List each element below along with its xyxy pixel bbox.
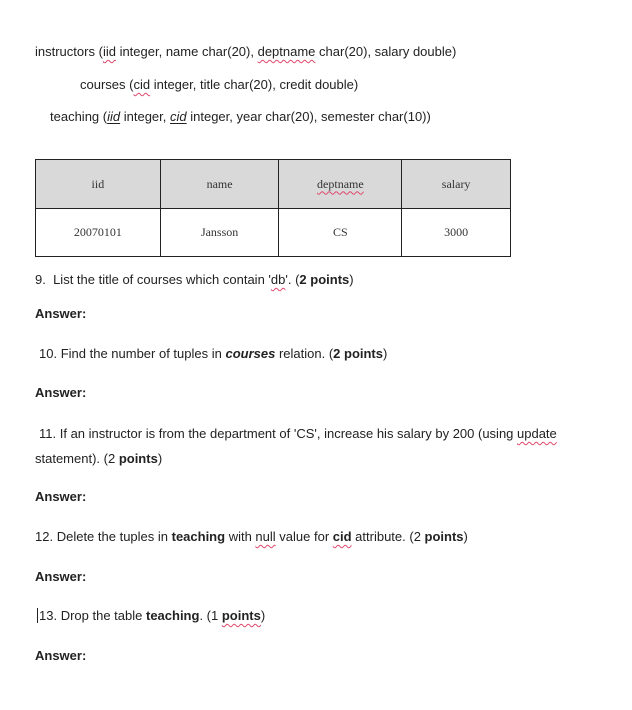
answer-label: Answer: bbox=[35, 306, 87, 321]
attr-iid: iid bbox=[107, 109, 121, 124]
attr-deptname: deptname bbox=[257, 44, 316, 59]
relation-teaching: teaching bbox=[171, 529, 226, 544]
question-number: 9. bbox=[35, 272, 46, 287]
cell-name: Jansson bbox=[160, 209, 279, 257]
instructors-table bbox=[35, 159, 511, 257]
table-header-row bbox=[36, 160, 511, 209]
question-number: 11. bbox=[39, 426, 57, 441]
paren: ( bbox=[98, 44, 103, 59]
table-row bbox=[36, 209, 511, 257]
question-11-cont bbox=[35, 450, 162, 468]
relation-name: courses bbox=[80, 77, 126, 92]
keyword-db: db bbox=[270, 272, 286, 287]
paren: ) bbox=[463, 529, 468, 544]
paren: ) bbox=[157, 451, 163, 466]
question-text: relation. ( bbox=[275, 346, 334, 361]
question-text: Delete the tuples in bbox=[56, 529, 172, 544]
paren: ( bbox=[99, 109, 108, 124]
question-number: 12. bbox=[35, 529, 54, 544]
question-number: 10. bbox=[39, 346, 58, 361]
relation-teaching: teaching bbox=[145, 608, 200, 623]
attr-list: integer, bbox=[120, 109, 170, 124]
text-cursor-icon bbox=[37, 608, 38, 623]
schema-instructors bbox=[35, 43, 456, 61]
cell-salary: 3000 bbox=[402, 209, 511, 257]
attr-cid: cid bbox=[133, 77, 151, 92]
question-10 bbox=[39, 345, 387, 363]
question-text: List the title of courses which contain ' bbox=[53, 272, 271, 287]
schema-courses bbox=[80, 76, 358, 94]
header-name: name bbox=[160, 160, 279, 209]
points: 2 points bbox=[333, 346, 383, 361]
keyword-update: update bbox=[517, 426, 557, 441]
question-9 bbox=[35, 271, 354, 289]
points: 2 points bbox=[299, 272, 350, 287]
question-11 bbox=[39, 425, 557, 443]
answer-label: Answer: bbox=[35, 648, 87, 663]
paren: ( bbox=[125, 77, 134, 92]
attr-list: integer, title char(20), credit double) bbox=[150, 77, 359, 92]
header-deptname-text: deptname bbox=[317, 176, 364, 191]
question-text: If an instructor is from the department of 'CS', increase his salary by 200 (using bbox=[59, 426, 518, 441]
question-text: attribute. (2 bbox=[351, 529, 425, 544]
attr-cid: cid bbox=[170, 109, 187, 124]
relation-name: instructors bbox=[35, 44, 95, 59]
question-12 bbox=[35, 528, 468, 546]
relation-courses: courses bbox=[225, 346, 276, 361]
attr-cid: cid bbox=[332, 529, 352, 544]
header-deptname bbox=[279, 160, 402, 209]
points: points bbox=[424, 529, 464, 544]
attr-list: integer, name char(20), bbox=[115, 44, 258, 59]
relation-name: teaching bbox=[50, 109, 100, 124]
question-number: 13. bbox=[39, 608, 58, 623]
paren: ) bbox=[349, 272, 354, 287]
question-text: Find the number of tuples in bbox=[60, 346, 226, 361]
schema-teaching bbox=[50, 108, 431, 126]
attr-iid: iid bbox=[102, 44, 116, 59]
header-iid: iid bbox=[36, 160, 161, 209]
attr-list: char(20), salary double) bbox=[315, 44, 457, 59]
cell-deptname: CS bbox=[279, 209, 402, 257]
paren: ) bbox=[383, 346, 388, 361]
attr-list: integer, year char(20), semester char(10)) bbox=[186, 109, 431, 124]
keyword-null: null bbox=[255, 529, 276, 544]
header-salary: salary bbox=[402, 160, 511, 209]
question-text: Drop the table bbox=[60, 608, 146, 623]
answer-label: Answer: bbox=[35, 489, 87, 504]
question-text: . (1 bbox=[199, 608, 222, 623]
points: points bbox=[221, 608, 261, 623]
cell-iid: 20070101 bbox=[36, 209, 161, 257]
points: points bbox=[118, 451, 158, 466]
question-text: value for bbox=[275, 529, 333, 544]
question-text: statement). (2 bbox=[35, 451, 119, 466]
question-13 bbox=[37, 607, 265, 625]
paren: ) bbox=[260, 608, 266, 623]
question-text: '. ( bbox=[285, 272, 300, 287]
question-text: with bbox=[225, 529, 256, 544]
answer-label: Answer: bbox=[35, 385, 87, 400]
answer-label: Answer: bbox=[35, 569, 87, 584]
